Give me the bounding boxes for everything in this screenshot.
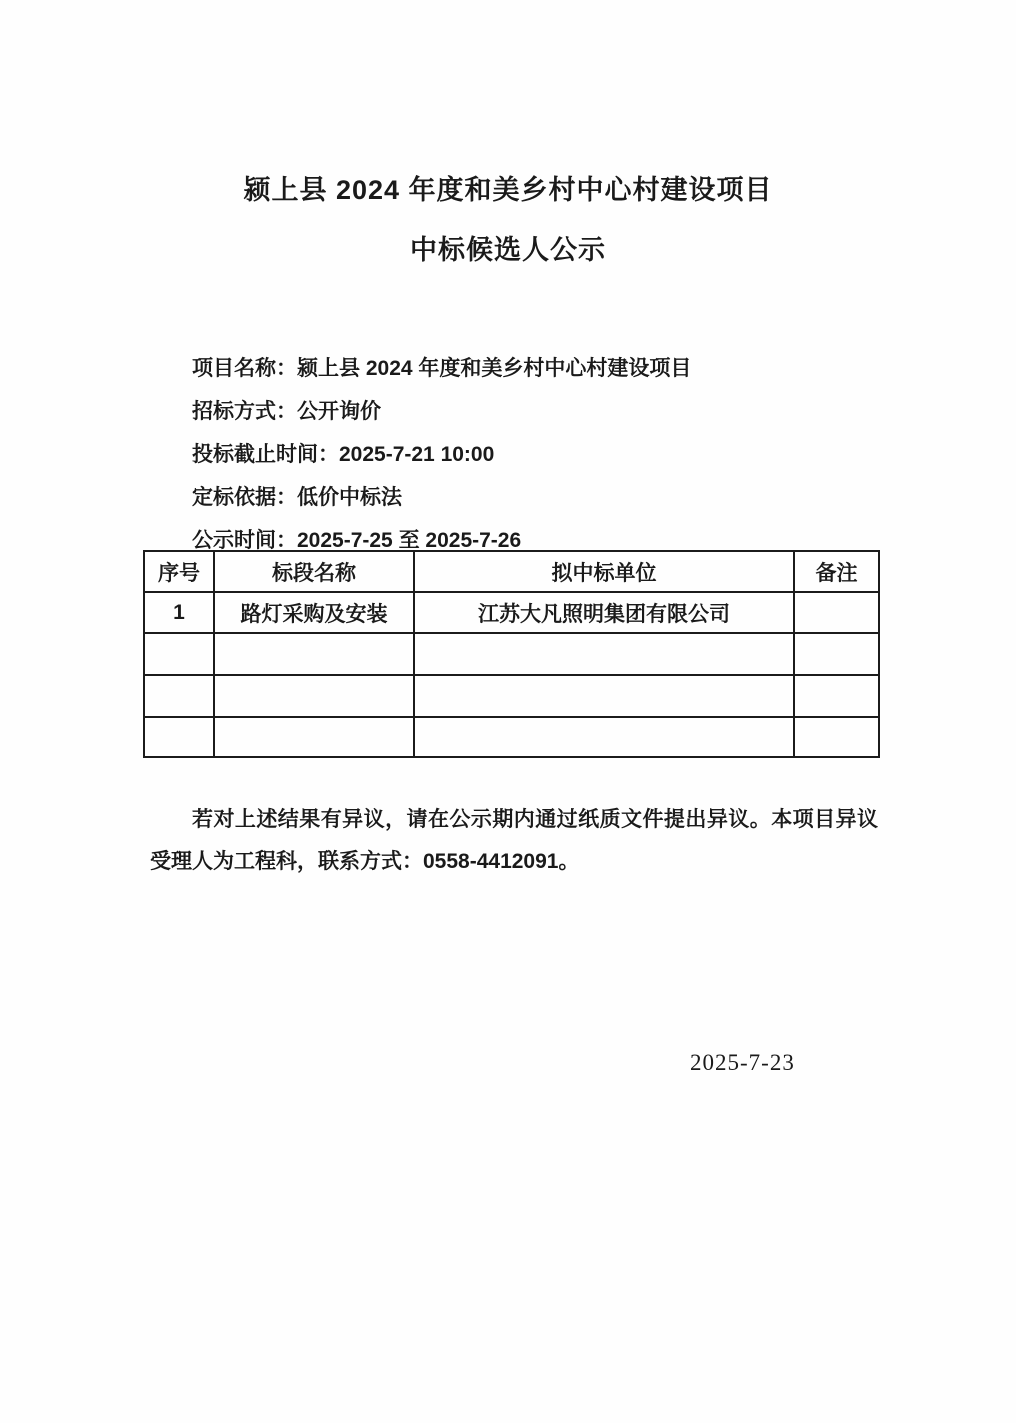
info-line-deadline: 投标截止时间：2025-7-21 10:00 (192, 443, 495, 466)
cell-seq (144, 633, 214, 675)
table-row (144, 717, 879, 757)
table-header-row (144, 551, 879, 592)
header-winner: 拟中标单位 (414, 551, 794, 592)
table-row (144, 592, 879, 633)
cell-winner (414, 675, 794, 717)
objection-notice-paragraph: 若对上述结果有异议，请在公示期内通过纸质文件提出异议。本项目异议受理人为工程科，联系方式：0558-4412091。 (150, 808, 878, 873)
cell-note (794, 592, 879, 633)
info-line-project-name: 项目名称：颍上县 2024 年度和美乡村中心村建设项目 (192, 357, 692, 380)
table-row (144, 633, 879, 675)
info-line-bid-method: 招标方式：公开询价 (192, 400, 381, 423)
cell-name (214, 675, 414, 717)
header-seq: 序号 (144, 551, 214, 592)
bid-candidates-table (143, 550, 880, 758)
info-line-award-basis: 定标依据：低价中标法 (192, 486, 402, 509)
document-date: 2025-7-23 (690, 1050, 795, 1075)
cell-note (794, 675, 879, 717)
header-name: 标段名称 (214, 551, 414, 592)
cell-seq: 1 (144, 592, 214, 633)
info-line-publicity-time: 公示时间：2025-7-25 至 2025-7-26 (192, 529, 522, 552)
table-row (144, 675, 879, 717)
cell-name: 路灯采购及安装 (214, 592, 414, 633)
header-note: 备注 (794, 551, 879, 592)
document-title: 颍上县 2024 年度和美乡村中心村建设项目 (243, 175, 773, 205)
cell-seq (144, 675, 214, 717)
cell-note (794, 717, 879, 757)
project-info-block (192, 347, 691, 562)
cell-note (794, 633, 879, 675)
document-subtitle: 中标候选人公示 (410, 235, 606, 265)
cell-winner (414, 717, 794, 757)
cell-name (214, 717, 414, 757)
cell-name (214, 633, 414, 675)
cell-seq (144, 717, 214, 757)
cell-winner (414, 633, 794, 675)
cell-winner: 江苏大凡照明集团有限公司 (414, 592, 794, 633)
